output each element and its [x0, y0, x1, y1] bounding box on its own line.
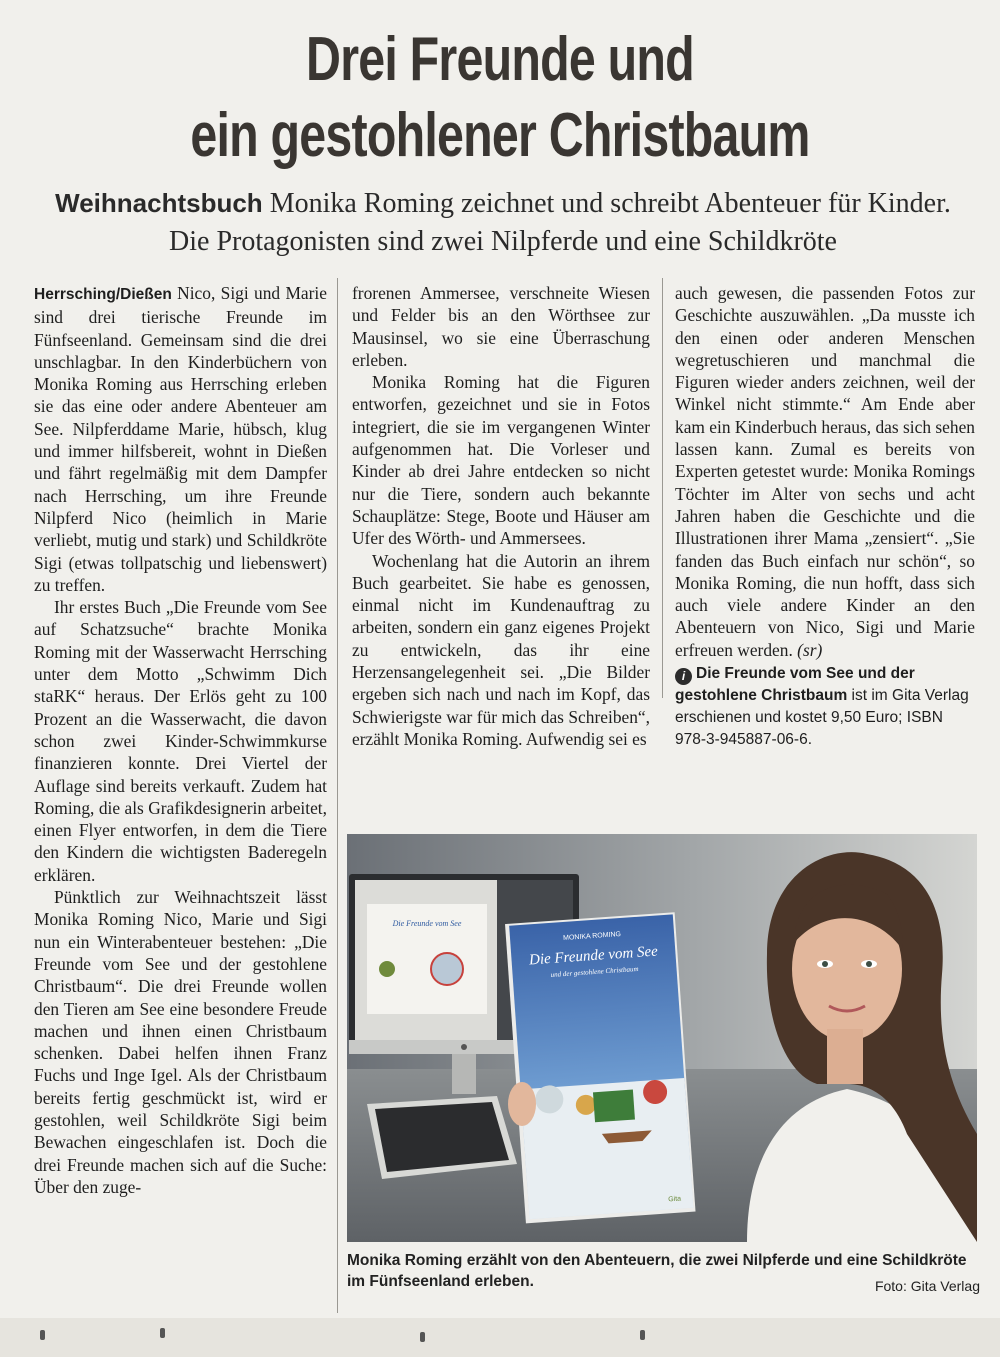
paragraph: Wochenlang hat die Autorin an ihrem Buch gearbeitet. Sie habe es genossen, einmal nicht im Kundenauftrag zu arbeiten, sondern ein ganz eigenes Projekt zu entwickeln, das ihr eine Herzensangelegenheit sei. „Die Bilder ergeben sich nach und nach im Kopf, das Schwierigste war für mich das Schreiben“, erzählt Monika Roming. Aufwendig sei es — [352, 550, 650, 749]
screen-book-title: Die Freunde vom See — [392, 919, 462, 928]
subhead-text: Monika Roming zeichnet und schreibt Abenteuer für Kinder. Die Protagonisten sind zwei Nilpferde und eine Schildkröte — [169, 188, 951, 257]
headline-line-2: ein gestohlener Christbaum — [190, 101, 810, 170]
headline — [110, 22, 890, 174]
article-column-2 — [352, 282, 650, 750]
paragraph — [34, 282, 327, 596]
paragraph-text: auch gewesen, die passenden Fotos zur Geschichte auszuwählen. „Da musste ich den einen oder anderen Menschen wegretuschieren und manchmal die Figuren wieder anders zeichnen, weil der Winkel nicht stimmte.“ Am Ende aber kam ein Kinderbuch heraus, das sich sehen lassen kann. Zumal es bereits von Experten getestet wurde: Monika Romings Töchter im Alter von sechs und acht Jahren haben die Geschichte und die Illustrationen ihrer Mama „zensiert“. „Sie fanden das Buch einfach nur schön“, so Monika Roming, die nun hofft, dass sich auch viele andere Kinder an den Abenteuern von Nico, Sigi und Marie erfreuen werden. — [675, 283, 975, 660]
book-author: MONIKA ROMING — [562, 931, 622, 943]
book-publisher: Gita — [667, 1195, 682, 1204]
column-divider — [337, 278, 338, 1313]
paragraph: frorenen Ammersee, verschneite Wiesen und Felder bis an den Wörthsee zur Mausinsel, wo sie eine Überraschung erleben. — [352, 283, 650, 370]
print-mark — [160, 1328, 165, 1338]
book-cover — [505, 912, 696, 1223]
book-subtitle: und der gestohlene Christbaum — [550, 964, 639, 980]
dateline: Herrsching/Dießen — [34, 286, 172, 303]
info-icon: i — [675, 668, 692, 685]
kicker: Weihnachtsbuch — [55, 188, 263, 218]
article-photo — [347, 834, 977, 1242]
author-tag: (sr) — [797, 639, 823, 660]
photo-illustration — [347, 834, 977, 1242]
book-info-text: ist im Gita Verlag erschienen und kostet 9,50 Euro; ISBN 978-3-945887-06-6. — [675, 687, 969, 749]
subheadline — [38, 184, 968, 261]
column-divider — [662, 278, 663, 698]
headline-line-1: Drei Freunde und — [306, 25, 694, 94]
article-column-3 — [675, 282, 975, 751]
photo-caption: Monika Roming erzählt von den Abenteuern, die zwei Nilpferde und eine Schildkröte im Fünfseenland erleben. — [347, 1252, 967, 1290]
paragraph: Monika Roming hat die Figuren entworfen, gezeichnet und sie in Fotos integriert, die sie im vergangenen Winter aufgenommen hat. Die Vorleser und Kinder ab drei Jahre entdecken so nicht nur die Tiere, sondern auch bekannte Schauplätze: Stege, Boote und Häuser am Ufer des Wörth- und Ammersees. — [352, 372, 650, 549]
book-info-box — [675, 663, 975, 751]
page-bottom-edge — [0, 1318, 1000, 1357]
paragraph: Ihr erstes Buch „Die Freunde vom See auf Schatzsuche“ brachte Monika Roming mit der Wasserwacht Herrsching unter dem Motto „Schwimm Dich staRK“ heraus. Der Erlös geht zu 100 Prozent an die Wasserwacht, die davon schon zwei Kinder-Schwimmkurse finanzieren konnte. Drei Viertel der Auflage sind bereits verkauft. Zudem hat Roming, die als Grafikdesignerin arbeitet, einen Flyer entworfen, in dem die Tiere den Kindern die wichtigsten Baderegeln erklären. — [34, 597, 327, 885]
book-info-title: Die Freunde vom See und der gestohlene Christbaum — [675, 665, 915, 705]
paragraph-text: Nico, Sigi und Marie sind drei tierische Freunde im Fünfseenland. Gemeinsam sind die drei unschlagbar. In den Kinderbüchern von Monika Roming aus Herrsching erleben sie das eine oder andere Abenteuer am See. Nilpferddame Marie, hübsch, klug und immer hilfsbereit, wohnt in Dießen und fährt regelmäßig mit dem Dampfer nach Herrsching, um ihre Freunde Nilpferd Nico (heimlich in Marie verliebt, mutig und stark) und Schildkröte Sigi (etwas tollpatschig und liebenswert) zu treffen. — [34, 283, 327, 595]
paragraph: Pünktlich zur Weihnachtszeit lässt Monika Roming Nico, Marie und Sigi nun ein Winterabenteuer bestehen: „Die Freunde vom See und der gestohlene Christbaum“. Die drei Freunde wollen den Tieren am See eine besondere Freude machen und ihnen einen Christbaum schenken. Dabei helfen ihnen Franz Fuchs und Inge Igel. Als der Christbaum bereits fertig geschmückt ist, wird er gestohlen, weil Schildkröte Sigi beim Bewachen eingeschlafen ist. Doch die drei Freunde machen sich auf die Suche: Über den zuge- — [34, 887, 327, 1197]
book-title: Die Freunde vom See — [528, 943, 659, 969]
article-column-1 — [34, 282, 327, 1198]
print-mark — [420, 1332, 425, 1342]
print-mark — [40, 1330, 45, 1340]
print-mark — [640, 1330, 645, 1340]
photo-credit: Foto: Gita Verlag — [874, 1278, 980, 1294]
paragraph — [675, 282, 975, 661]
